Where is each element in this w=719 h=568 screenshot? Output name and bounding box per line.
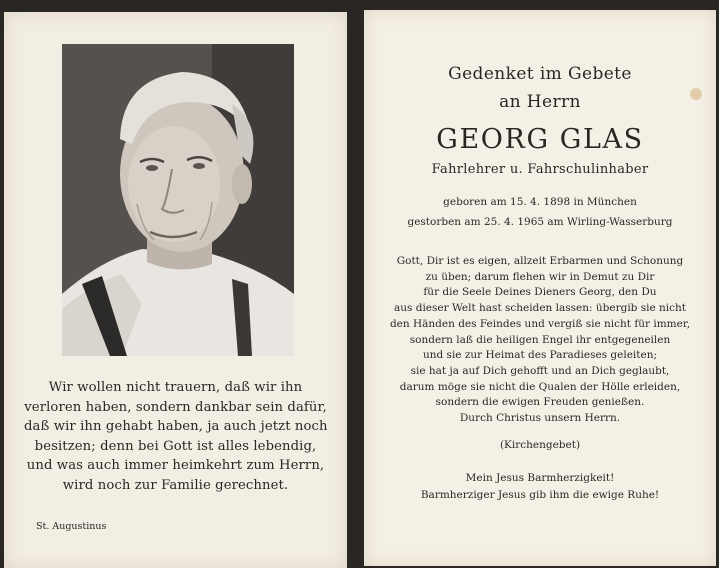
paper-stain: [690, 88, 702, 100]
prayer-line: zu üben; darum flehen wir in Demut zu Dir: [425, 270, 655, 283]
memorial-quote: [24, 378, 327, 495]
prayer-source: (Kirchengebet): [499, 439, 581, 451]
prayer-line: für die Seele Deines Dieners Georg, den Du: [423, 286, 657, 299]
prayer-line: Durch Christus unsern Herrn.: [459, 412, 621, 425]
prayer-line: sondern die ewigen Freuden genießen.: [435, 396, 645, 409]
prayer-line: sondern laß die heiligen Engel ihr entgegeneilen: [409, 333, 671, 346]
profession: Fahrlehrer u. Fahrschulinhaber: [431, 162, 649, 177]
quote-line: Wir wollen nicht trauern, daß wir ihn: [48, 380, 303, 395]
quote-line: wird noch zur Familie gerechnet.: [62, 477, 289, 493]
death-info: gestorben am 25. 4. 1965 am Wirling-Wasserburg: [407, 216, 673, 228]
quote-source: St. Augustinus: [36, 521, 107, 532]
heading-line-1: Gedenket im Gebete: [448, 64, 632, 84]
portrait-illustration: [62, 44, 294, 356]
prayer-line: darum möge sie nicht die Qualen der Hölle erleiden,: [399, 380, 681, 393]
prayer-line: sie hat ja auf Dich gehofft und an Dich geglaubt,: [410, 364, 670, 377]
closing-line-1: Mein Jesus Barmherzigkeit!: [465, 472, 615, 484]
prayer-line: Gott, Dir ist es eigen, allzeit Erbarmen und Schonung: [396, 255, 684, 267]
prayer-line: aus dieser Welt hast scheiden lassen: übergib sie nicht: [393, 302, 687, 315]
right-card-panel: [364, 10, 716, 566]
heading-line-2: an Herrn: [499, 92, 581, 112]
quote-line: daß wir ihn gehabt haben, ja auch jetzt noch: [24, 419, 328, 434]
left-card-panel: [4, 12, 347, 568]
quote-line: verloren haben, sondern dankbar sein dafür,: [24, 399, 327, 415]
quote-line: und was auch immer heimkehrt zum Herrn,: [26, 458, 325, 473]
birth-info: geboren am 15. 4. 1898 in München: [443, 196, 637, 208]
deceased-name: GEORG GLAS: [436, 124, 644, 155]
prayer-line: den Händen des Feindes und vergiß sie nicht für immer,: [389, 317, 691, 330]
closing-invocations: [364, 470, 716, 503]
closing-line-2: Barmherziger Jesus gib ihm die ewige Ruhe!: [420, 488, 660, 501]
portrait-photo: [62, 44, 294, 356]
prayer-text: [364, 254, 716, 427]
quote-line: besitzen; denn bei Gott ist alles lebendig,: [34, 438, 317, 454]
prayer-line: und sie zur Heimat des Paradieses geleiten;: [422, 349, 658, 362]
